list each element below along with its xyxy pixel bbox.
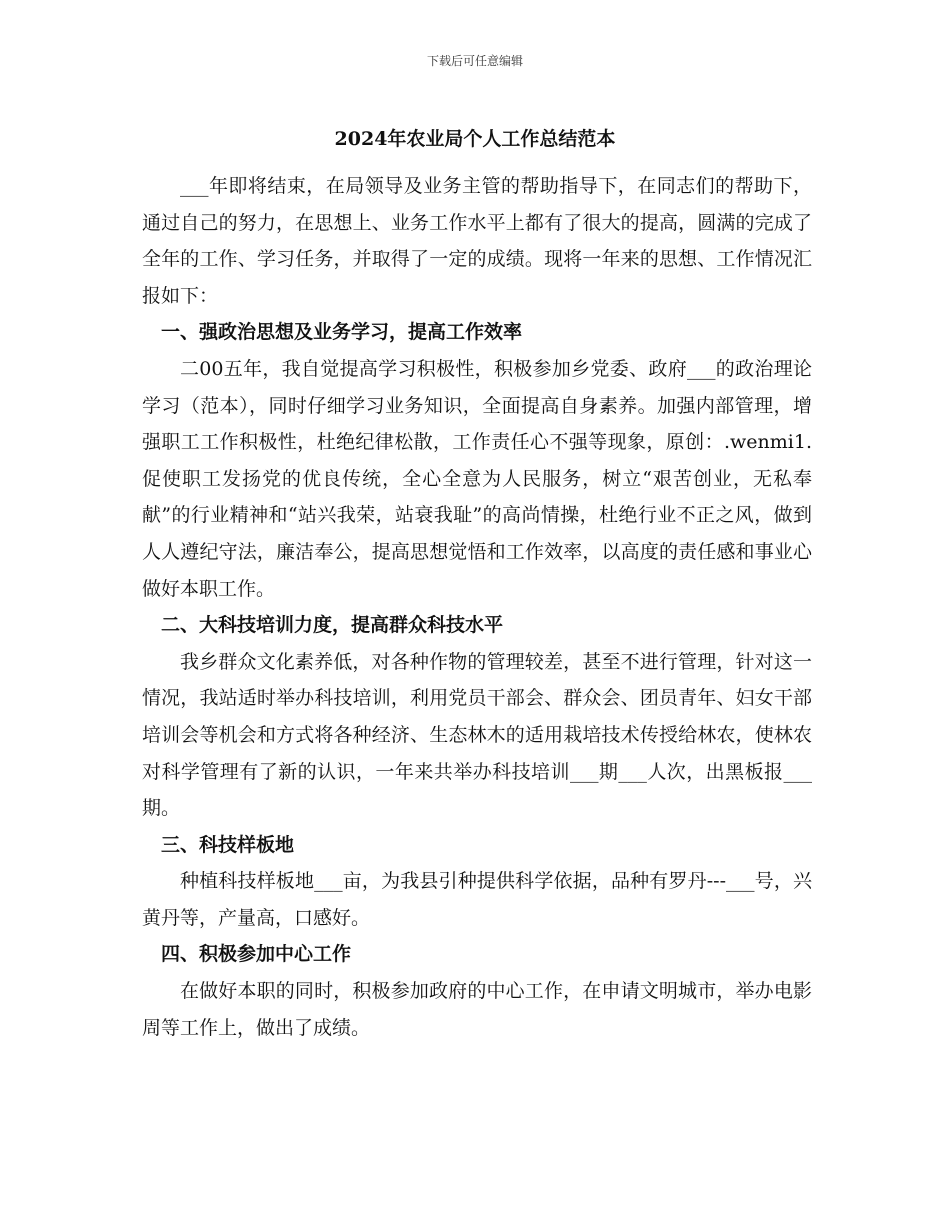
section-heading-2: 二、大科技培训力度，提高群众科技水平 <box>161 614 504 637</box>
section-body-1: 二00五年，我自觉提高学习积极性，积极参加乡党委、政府___的政治理论学习（范本），同时仔细学习业务知识，全面提高自身素养。加强内部管理，增强职工工作积极性，杜绝纪律松散，工作责任心不强等现象，原创：.wenmi1.促使职工发扬党的优良传统，全心全意为人民服务，树立“艰苦创业，无私奉献”的行业精神和“站兴我荣，站衰我耻”的高尚情操，杜绝行业不正之风，做到人人遵纪守法，廉洁奉公，提高思想觉悟和工作效率，以高度的责任感和事业心做好本职工作。 <box>142 357 812 600</box>
header-note: 下载后可任意编辑 <box>426 54 523 68</box>
section-body-4: 在做好本职的同时，积极参加政府的中心工作，在申请文明城市，举办电影周等工作上，做出了成绩。 <box>142 980 812 1039</box>
intro-paragraph: ___年即将结束，在局领导及业务主管的帮助指导下，在同志们的帮助下，通过自己的努力，在思想上、业务工作水平上都有了很大的提高，圆满的完成了全年的工作、学习任务，并取得了一定的成绩。现将一年来的思想、工作情况汇报如下： <box>142 175 812 307</box>
section-body-3: 种植科技样板地___亩，为我县引种提供科学依据，品种有罗丹---___号，兴黄丹等，产量高，口感好。 <box>142 870 812 929</box>
section-heading-1: 一、强政治思想及业务学习，提高工作效率 <box>161 321 523 344</box>
document-title: 2024年农业局个人工作总结范本 <box>334 128 616 150</box>
section-heading-4: 四、积极参加中心工作 <box>161 943 352 966</box>
section-body-2: 我乡群众文化素养低，对各种作物的管理较差，甚至不进行管理，针对这一情况，我站适时举办科技培训，利用党员干部会、群众会、团员青年、妇女干部培训会等机会和方式将各种经济、生态林木的适用栽培技术传授给林农，使林农对科学管理有了新的认识，一年来共举办科技培训___期___人次，出黑板报___期。 <box>142 650 812 820</box>
document-body <box>142 168 812 1046</box>
section-heading-3: 三、科技样板地 <box>161 833 295 856</box>
